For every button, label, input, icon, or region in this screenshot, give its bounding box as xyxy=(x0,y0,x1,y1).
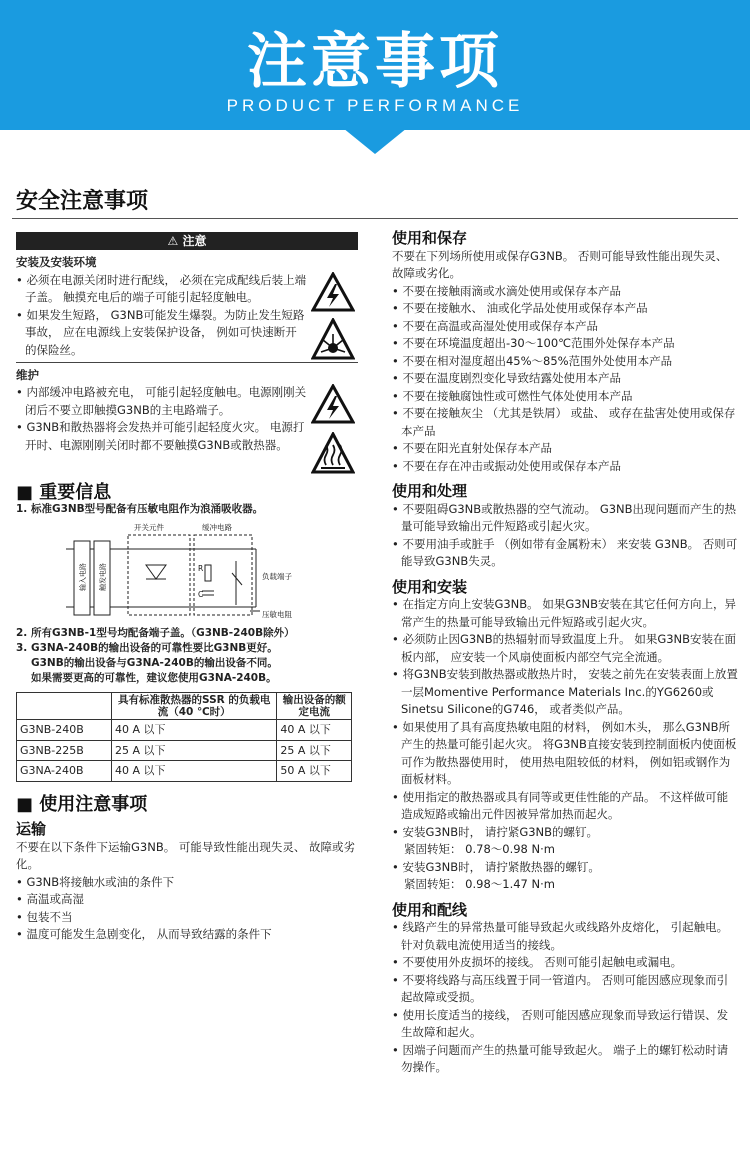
diagram-trigger-label: 触发电路 xyxy=(99,562,107,591)
storage-item: • 不要在环境温度超出-30～100℃范围外处保存本产品 xyxy=(392,335,738,353)
mounting-item: • 将G3NB安装到散热器或散热片时， 安装之前先在安装表面上放置一层Momentive Performance Materials Inc.的YG6260或Sinetsu Silicone的G746， 或者类似产品。 xyxy=(392,666,738,719)
transport-item: • G3NB将接触水或油的条件下 xyxy=(16,874,358,892)
wiring-item: • 线路产生的异常热量可能导致起火或线路外皮熔化， 引起触电。 针对负载电流使用适当的接线。 xyxy=(392,919,738,954)
mounting-item: • 使用指定的散热器或具有同等或更佳性能的产品。 不这样做可能造成短路或输出元件因被异常加热而起火。 xyxy=(392,789,738,824)
important-note-3c: 如果需要更高的可靠性，建议您使用G3NA-240B。 xyxy=(31,672,277,684)
hot-surface-icon xyxy=(311,432,355,474)
banner-title: 注意事项 xyxy=(247,27,503,97)
storage-item: • 不要在存在冲击或振动处使用或保存本产品 xyxy=(392,458,738,476)
storage-item: • 不要在接触水、 油或化学品处使用或保存本产品 xyxy=(392,300,738,318)
diagram-buffer-label: 缓冲电路 xyxy=(202,522,232,532)
table-cell: G3NB-240B xyxy=(17,720,112,741)
circuit-diagram xyxy=(16,521,356,621)
diagram-r-label: R xyxy=(198,563,204,573)
table-row xyxy=(17,740,352,761)
wiring-item: • 不要将线路与高压线置于同一管道内。 否则可能因感应现象而引起故障或受损。 xyxy=(392,972,738,1007)
table-row xyxy=(17,761,352,782)
important-note-3b: G3NB的输出设备与G3NA-240B的输出设备不同。 xyxy=(31,657,278,669)
table-cell: 40 A 以下 xyxy=(112,761,277,782)
maint-heading: 维护 xyxy=(16,367,39,382)
header-banner xyxy=(0,0,750,130)
diagram-input-label: 输入电路 xyxy=(79,562,87,591)
storage-item: • 不要在接触腐蚀性或可燃性气体处使用本产品 xyxy=(392,388,738,406)
table-cell: 50 A 以下 xyxy=(277,761,352,782)
usage-heading: ■ 使用注意事项 xyxy=(16,793,148,815)
mounting-item: • 安装G3NB时， 请拧紧散热器的螺钉。 xyxy=(392,859,738,877)
install-item: • 必须在电源关闭时进行配线， 必须在完成配线后装上端子盖。 触摸充电后的端子可能引起轻度触电。 xyxy=(16,272,308,307)
diagram-c-label: C xyxy=(198,589,204,599)
table-cell: 40 A 以下 xyxy=(112,720,277,741)
important-heading: ■ 重要信息 xyxy=(16,482,112,503)
mounting-item: • 如果使用了具有高度热敏电阻的材料， 例如木头， 那么G3NB所产生的热量可能引起火灾。 将G3NB直接安装到控制面板内使面板可作为散热器使用时， 使用热电阻较低的材料， 例如铝或钢作为面板材料。 xyxy=(392,719,738,789)
storage-item: • 不要在高温或高湿处使用或保存本产品 xyxy=(392,318,738,336)
install-section xyxy=(16,272,358,360)
handling-item: • 不要阻碍G3NB或散热器的空气流动。 G3NB出现问题而产生的热量可能导致输出元件短路或引起火灾。 xyxy=(392,501,738,536)
explosion-icon xyxy=(311,318,355,360)
table-header xyxy=(17,693,112,720)
torque-spec-1: 紧固转矩： 0.78～0.98 N·m xyxy=(404,842,555,856)
install-heading: 安装及安装环境 xyxy=(16,255,97,269)
right-column xyxy=(392,230,738,1077)
mounting-heading: 使用和安装 xyxy=(392,577,468,596)
title-rule xyxy=(12,218,738,219)
table-cell: G3NA-240B xyxy=(17,761,112,782)
table-cell: 40 A 以下 xyxy=(277,720,352,741)
storage-item: • 不要在温度剧烈变化导致结露处使用本产品 xyxy=(392,370,738,388)
important-note-3a: 3. G3NA-240B的输出设备的可靠性要比G3NB更好。 xyxy=(16,642,278,654)
wiring-item: • 使用长度适当的接线， 否则可能因感应现象而导致运行错误、发生故障和起火。 xyxy=(392,1007,738,1042)
important-note-2: 2. 所有G3NB-1型号均配备端子盖。（G3NB-240B除外） xyxy=(16,627,295,639)
warning-label: 注意 xyxy=(182,234,207,248)
storage-heading: 使用和保存 xyxy=(392,229,468,247)
table-cell: 25 A 以下 xyxy=(112,740,277,761)
diagram-load-label: 负载端子 xyxy=(262,571,292,581)
storage-intro: 不要在下列场所使用或保存G3NB。 否则可能导致性能出现失灵、 故障或劣化。 xyxy=(392,248,728,280)
wiring-heading: 使用和配线 xyxy=(392,900,468,919)
maint-item: • G3NB和散热器将会发热并可能引起轻度火灾。 电源打开时、电源刚刚关闭时都不要触摸G3NB或散热器。 xyxy=(16,419,308,454)
storage-item: • 不要在接触雨滴或水滴处使用或保存本产品 xyxy=(392,283,738,301)
important-note-1: 1. 标准G3NB型号配备有压敏电阻作为浪涌吸收器。 xyxy=(16,502,264,515)
banner-arrow xyxy=(343,128,407,154)
banner-subtitle: PRODUCT PERFORMANCE xyxy=(226,96,524,115)
warning-bar xyxy=(16,232,358,250)
table-cell: G3NB-225B xyxy=(17,740,112,761)
electric-shock-icon xyxy=(311,384,355,424)
wiring-item: • 因端子问题而产生的热量可能导致起火。 端子上的螺钉松动时请勿操作。 xyxy=(392,1042,738,1077)
transport-heading: 运输 xyxy=(16,820,47,838)
table-cell: 25 A 以下 xyxy=(277,740,352,761)
mounting-item: • 在指定方向上安装G3NB。 如果G3NB安装在其它任何方向上，异常产生的热量可能导致输出元件短路或引起火灾。 xyxy=(392,596,738,631)
handling-item: • 不要用油手或脏手 （例如带有金属粉末） 来安装 G3NB。 否则可能导致G3NB失灵。 xyxy=(392,536,738,571)
mounting-item: • 必须防止因G3NB的热辐射而导致温度上升。 如果G3NB安装在面板内部， 应安装一个风扇使面板内部空气完全流通。 xyxy=(392,631,738,666)
torque-spec-2: 紧固转矩： 0.98～1.47 N·m xyxy=(404,877,555,891)
wiring-item: • 不要使用外皮损坏的接线。 否则可能引起触电或漏电。 xyxy=(392,954,738,972)
table-header: 输出设备的额定电流 xyxy=(277,693,352,720)
warning-icon: ⚠ xyxy=(167,234,179,248)
handling-heading: 使用和处理 xyxy=(392,482,468,500)
maint-item: • 内部缓冲电路被充电， 可能引起轻度触电。电源刚刚关闭后不要立即触摸G3NB的主电路端子。 xyxy=(16,384,308,419)
table-header-row xyxy=(17,693,352,720)
diagram-varistor-label: 压敏电阻 xyxy=(262,609,292,619)
section-divider xyxy=(16,362,358,363)
table-header: 具有标准散热器的SSR 的负载电流（40 ℃时） xyxy=(112,693,277,720)
table-row xyxy=(17,720,352,741)
electric-shock-icon xyxy=(311,272,355,312)
maint-section xyxy=(16,384,358,474)
diagram-switch-label: 开关元件 xyxy=(134,522,164,532)
storage-item: • 不要在接触灰尘 （尤其是铁屑） 或盐、 或存在盐害处使用或保存本产品 xyxy=(392,405,738,440)
transport-item: • 包装不当 xyxy=(16,909,358,927)
install-item: • 如果发生短路， G3NB可能发生爆裂。为防止发生短路事故， 应在电源线上安装保护设备， 例如可快速断开的保险丝。 xyxy=(16,307,308,360)
transport-intro: 不要在以下条件下运输G3NB。 可能导致性能出现失灵、 故障或劣化。 xyxy=(16,839,356,871)
storage-item: • 不要在阳光直射处保存本产品 xyxy=(392,440,738,458)
left-column xyxy=(16,230,358,944)
storage-item: • 不要在相对湿度超出45%～85%范围外处使用本产品 xyxy=(392,353,738,371)
mounting-item: • 安装G3NB时， 请拧紧G3NB的螺钉。 xyxy=(392,824,738,842)
current-table xyxy=(16,692,352,782)
transport-item: • 高温或高湿 xyxy=(16,891,358,909)
page-title: 安全注意事项 xyxy=(16,189,149,214)
transport-item: • 温度可能发生急剧变化， 从而导致结露的条件下 xyxy=(16,926,358,944)
